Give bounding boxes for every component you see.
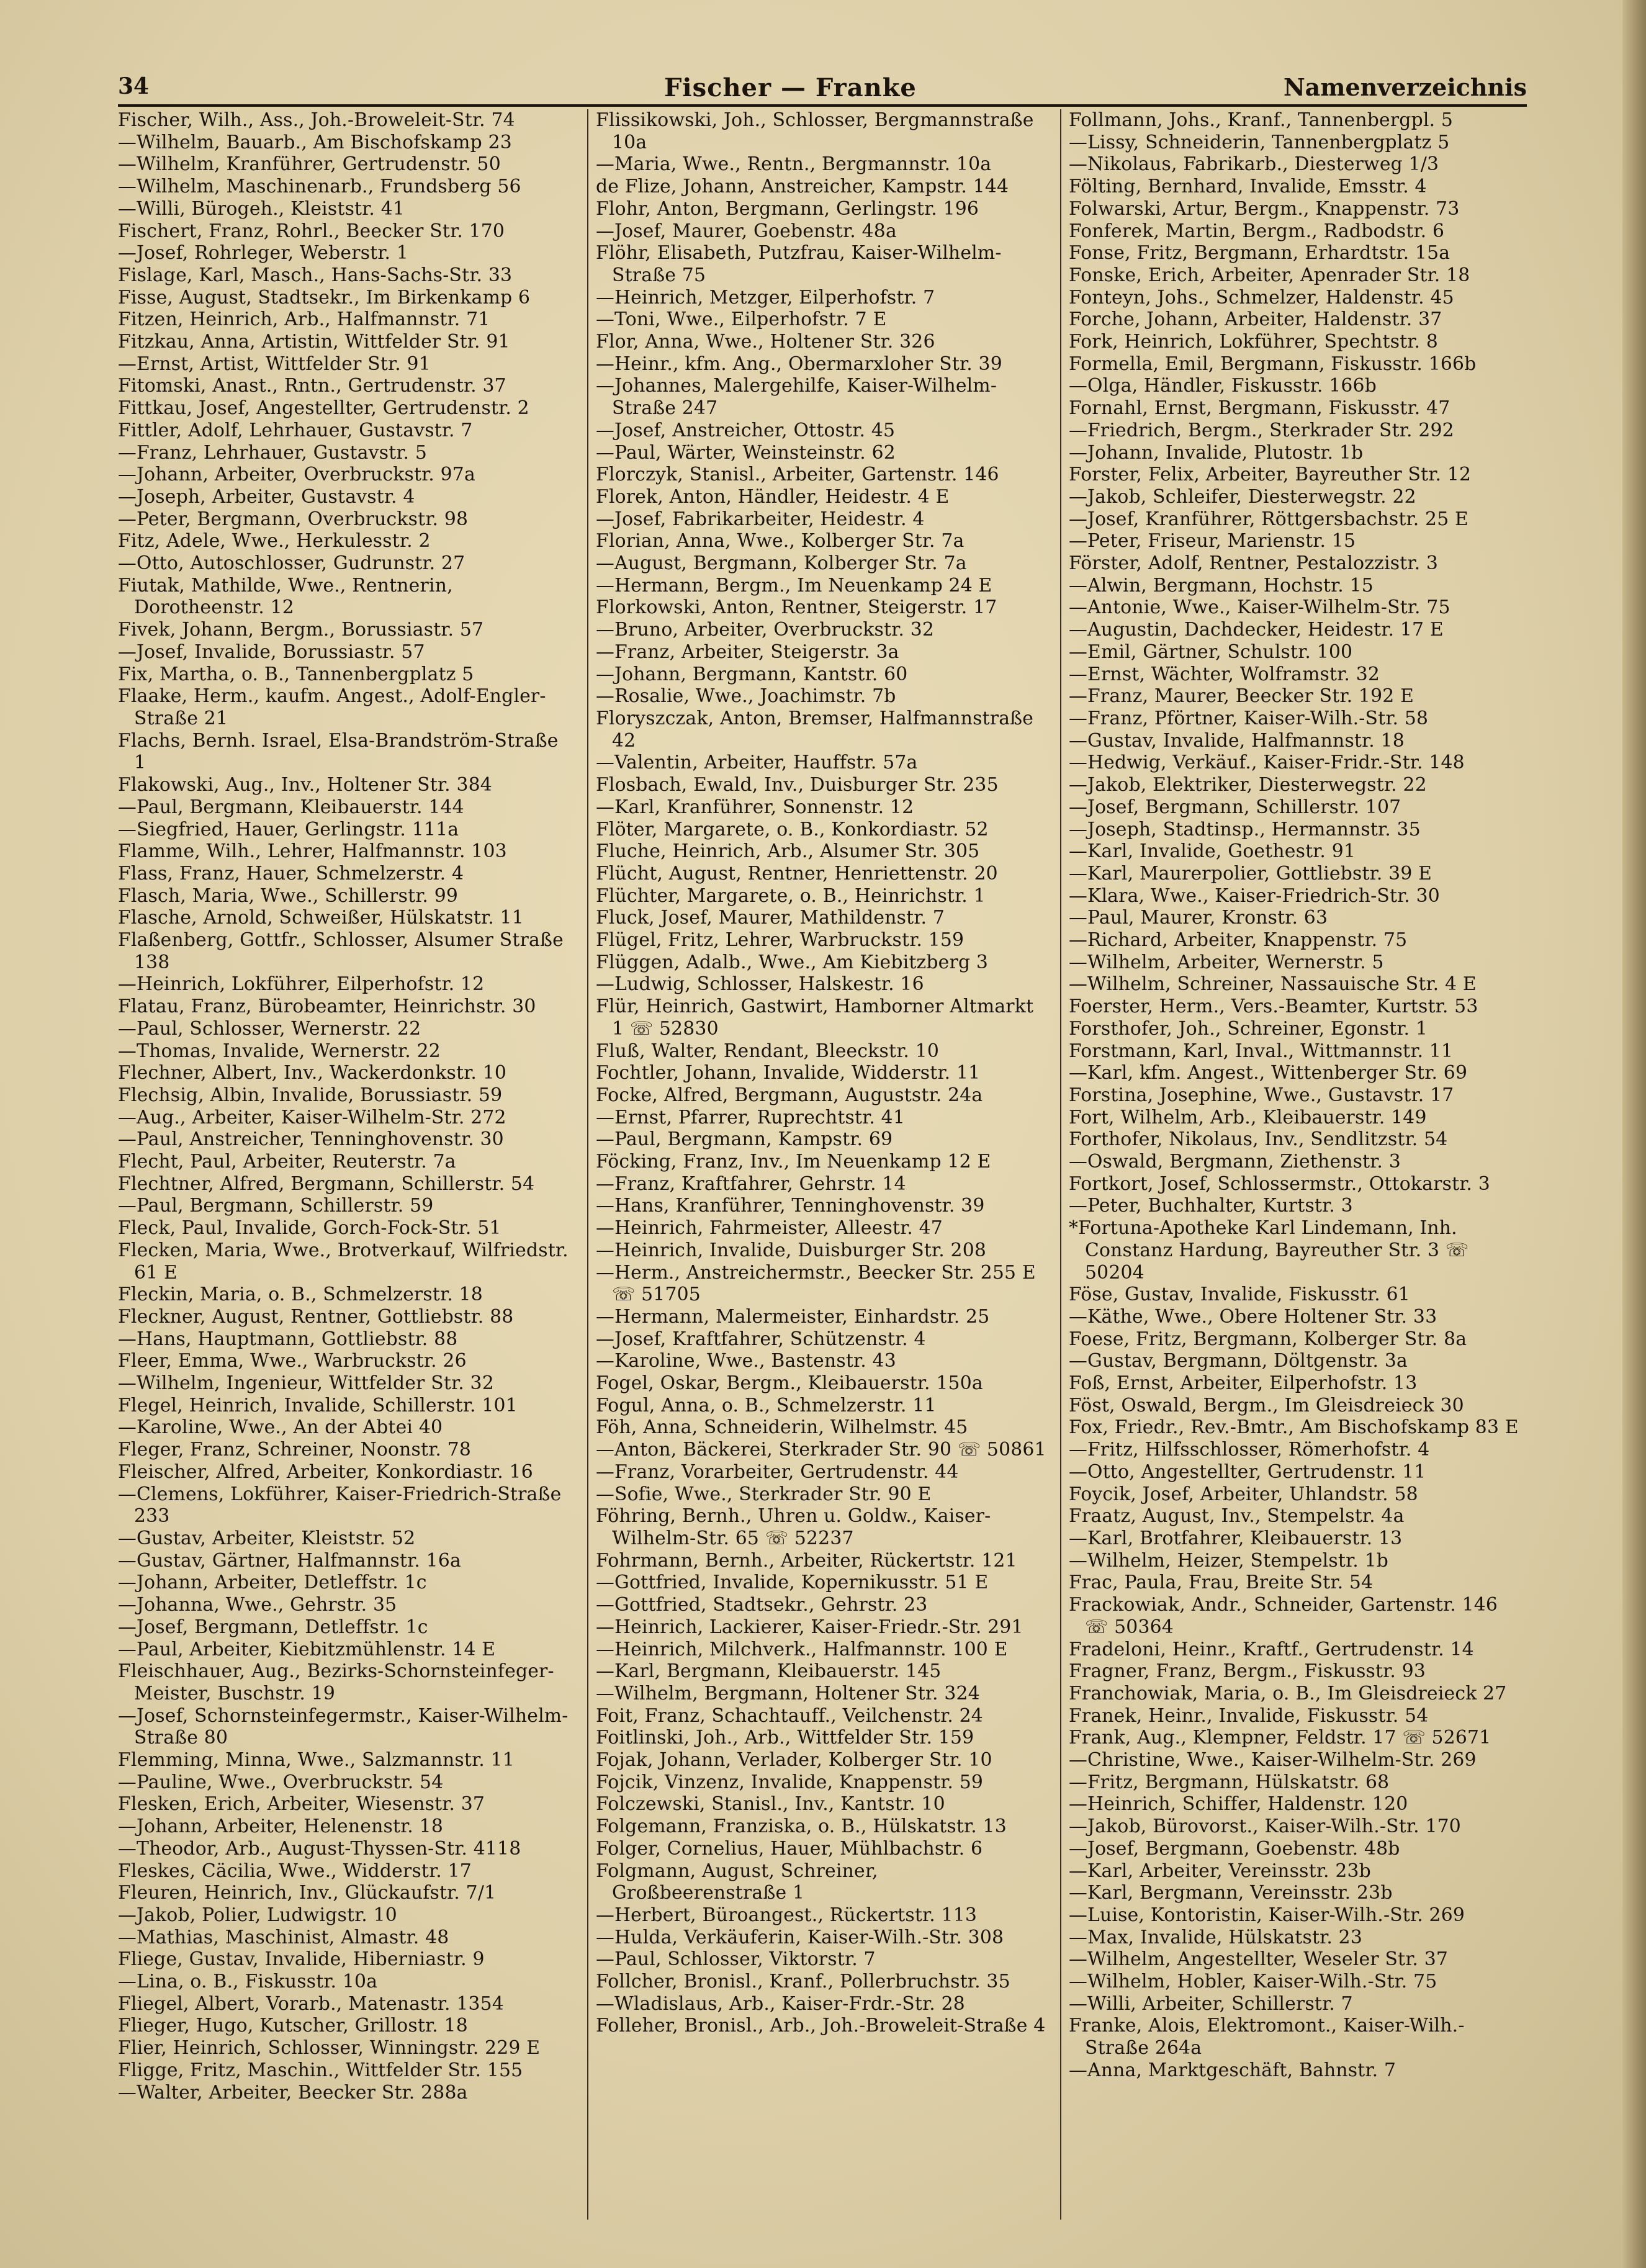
directory-entry: —Karl, Bergmann, Vereinsstr. 23b <box>1069 1882 1393 1904</box>
directory-entry: Föh, Anna, Schneiderin, Wilhelmstr. 45 <box>596 1416 968 1439</box>
directory-entry: Flecht, Paul, Arbeiter, Reuterstr. 7a <box>118 1151 456 1173</box>
directory-entry: —Ernst, Artist, Wittfelder Str. 91 <box>118 353 431 375</box>
directory-entry: —Max, Invalide, Hülskatstr. 23 <box>1069 1926 1362 1948</box>
directory-entry: Flür, Heinrich, Gastwirt, Hamborner Altmarkt 1 ☏ 52830 <box>596 996 1034 1040</box>
directory-entry: —Johann, Bergmann, Kantstr. 60 <box>596 663 908 685</box>
directory-entry: —Luise, Kontoristin, Kaiser-Wilh.-Str. 269 <box>1069 1904 1465 1926</box>
directory-entry: Fleischer, Alfred, Arbeiter, Konkordiastr. 16 <box>118 1460 533 1483</box>
directory-entry: —Franz, Kraftfahrer, Gehrstr. 14 <box>596 1172 906 1195</box>
directory-entry: Fortkort, Josef, Schlossermstr., Ottokarstr. 3 <box>1069 1172 1490 1195</box>
directory-entry: —Sofie, Wwe., Sterkrader Str. 90 E <box>596 1483 932 1505</box>
directory-entry: —Bruno, Arbeiter, Overbruckstr. 32 <box>596 619 935 641</box>
directory-entry: —Wilhelm, Maschinenarb., Frundsberg 56 <box>118 176 521 198</box>
directory-column-2 <box>596 109 1048 2244</box>
directory-entry: Fragner, Franz, Bergm., Fiskusstr. 93 <box>1069 1660 1426 1683</box>
directory-entry: Folgemann, Franziska, o. B., Hülskatstr. 13 <box>596 1816 1007 1838</box>
directory-entry: —Wilhelm, Schreiner, Nassauische Str. 4 E <box>1069 973 1477 996</box>
directory-entry: —Siegfried, Hauer, Gerlingstr. 111a <box>118 818 459 840</box>
directory-entry: Foit, Franz, Schachtauff., Veilchenstr. 24 <box>596 1704 983 1727</box>
directory-entry: Flüchter, Margarete, o. B., Heinrichstr. 1 <box>596 884 986 907</box>
directory-entry: —Jakob, Bürovorst., Kaiser-Wilh.-Str. 170 <box>1069 1816 1461 1838</box>
directory-entry: —Joseph, Stadtinsp., Hermannstr. 35 <box>1069 818 1421 840</box>
directory-entry: —Lissy, Schneiderin, Tannenbergplatz 5 <box>1069 131 1450 153</box>
directory-entry: Foitlinski, Joh., Arb., Wittfelder Str. 159 <box>596 1727 974 1749</box>
directory-entry: —Heinrich, Lokführer, Eilperhofstr. 12 <box>118 973 485 996</box>
directory-entry: —Gottfried, Invalide, Kopernikusstr. 51 E <box>596 1572 989 1594</box>
directory-entry: —Gustav, Arbeiter, Kleiststr. 52 <box>118 1528 416 1549</box>
directory-entry: Fradeloni, Heinr., Kraftf., Gertrudenstr. 14 <box>1069 1638 1474 1660</box>
directory-entry: —Wilhelm, Angestellter, Weseler Str. 37 <box>1069 1948 1449 1971</box>
directory-entry: —Karl, Maurerpolier, Gottliebstr. 39 E <box>1069 862 1432 884</box>
directory-entry: —Alwin, Bergmann, Hochstr. 15 <box>1069 574 1374 596</box>
directory-entry: —Mathias, Maschinist, Almastr. 48 <box>118 1926 449 1948</box>
directory-entry: —Willi, Arbeiter, Schillerstr. 7 <box>1069 1992 1353 2015</box>
directory-entry: Flaßenberg, Gottfr., Schlosser, Alsumer Straße 138 <box>118 929 564 973</box>
directory-entry: —Josef, Anstreicher, Ottostr. 45 <box>596 419 896 441</box>
directory-entry: Flöhr, Elisabeth, Putzfrau, Kaiser-Wilhelm-Straße 75 <box>596 242 1002 286</box>
directory-entry: Flechner, Albert, Inv., Wackerdonkstr. 10 <box>118 1062 507 1084</box>
directory-entry: —Toni, Wwe., Eilperhofstr. 7 E <box>596 308 887 331</box>
directory-entry: Folleher, Bronisl., Arb., Joh.-Broweleit-Straße 4 <box>596 2015 1046 2037</box>
directory-entry: Fitzen, Heinrich, Arb., Halfmannstr. 71 <box>118 308 490 331</box>
directory-entry: Follmann, Johs., Kranf., Tannenbergpl. 5 <box>1069 109 1454 131</box>
directory-entry: —Emil, Gärtner, Schulstr. 100 <box>1069 641 1353 663</box>
directory-entry: Forche, Johann, Arbeiter, Haldenstr. 37 <box>1069 308 1442 331</box>
directory-entry: —Nikolaus, Fabrikarb., Diesterweg 1/3 <box>1069 153 1439 176</box>
directory-entry: —Gottfried, Stadtsekr., Gehrstr. 23 <box>596 1594 928 1616</box>
directory-entry: —Josef, Invalide, Borussiastr. 57 <box>118 641 425 663</box>
directory-entry: —Karl, Bergmann, Kleibauerstr. 145 <box>596 1660 942 1683</box>
directory-entry: Fischert, Franz, Rohrl., Beecker Str. 170 <box>118 220 505 242</box>
directory-entry: —Wilhelm, Bergmann, Holtener Str. 324 <box>596 1682 980 1704</box>
directory-entry: —Oswald, Bergmann, Ziethenstr. 3 <box>1069 1151 1401 1173</box>
directory-entry: —Johanna, Wwe., Gehrstr. 35 <box>118 1594 397 1616</box>
directory-entry: Forstmann, Karl, Inval., Wittmannstr. 11 <box>1069 1040 1454 1062</box>
directory-entry: —Hedwig, Verkäuf., Kaiser-Fridr.-Str. 148 <box>1069 752 1465 774</box>
directory-entry: —Johann, Arbeiter, Helenenstr. 18 <box>118 1816 443 1838</box>
directory-entry: —Olga, Händler, Fiskusstr. 166b <box>1069 375 1377 397</box>
directory-entry: Flachs, Bernh. Israel, Elsa-Brandström-Straße 1 <box>118 729 559 774</box>
directory-entry: Fleger, Franz, Schreiner, Noonstr. 78 <box>118 1439 472 1461</box>
column-divider <box>587 109 588 2220</box>
directory-entry: Fivek, Johann, Bergm., Borussiastr. 57 <box>118 619 484 641</box>
directory-entry: —Willi, Bürogeh., Kleiststr. 41 <box>118 197 405 220</box>
directory-entry: Fonse, Fritz, Bergmann, Erhardtstr. 15a <box>1069 242 1450 264</box>
directory-entry: Fogul, Anna, o. B., Schmelzerstr. 11 <box>596 1394 937 1416</box>
directory-entry: —Karl, Brotfahrer, Kleibauerstr. 13 <box>1069 1528 1403 1549</box>
directory-entry: —Wladislaus, Arb., Kaiser-Frdr.-Str. 28 <box>596 1992 965 2015</box>
directory-entry: —Heinrich, Metzger, Eilperhofstr. 7 <box>596 286 935 308</box>
directory-entry: Foß, Ernst, Arbeiter, Eilperhofstr. 13 <box>1069 1372 1418 1395</box>
directory-entry: —Karoline, Wwe., Bastenstr. 43 <box>596 1350 896 1372</box>
directory-entry: Flatau, Franz, Bürobeamter, Heinrichstr. 30 <box>118 996 536 1018</box>
directory-entry: —Johann, Arbeiter, Overbruckstr. 97a <box>118 464 475 486</box>
directory-entry: —Josef, Rohrleger, Weberstr. 1 <box>118 242 409 264</box>
directory-entry: Fliege, Gustav, Invalide, Hiberniastr. 9 <box>118 1948 485 1971</box>
directory-entry: —Heinrich, Milchverk., Halfmannstr. 100 E <box>596 1638 1008 1660</box>
section-title: Namenverzeichnis <box>1283 73 1527 101</box>
directory-entry: Frackowiak, Andr., Schneider, Gartenstr. 146 ☏ 50364 <box>1069 1594 1498 1638</box>
directory-entry: Foerster, Herm., Vers.-Beamter, Kurtstr. 53 <box>1069 996 1478 1018</box>
directory-entry: —Fritz, Hilfsschlosser, Römerhofstr. 4 <box>1069 1439 1430 1461</box>
header-rule <box>118 104 1527 107</box>
directory-entry: —Maria, Wwe., Rentn., Bergmannstr. 10a <box>596 153 992 176</box>
directory-entry: —Franz, Arbeiter, Steigerstr. 3a <box>596 641 899 663</box>
directory-entry: Fleer, Emma, Wwe., Warbruckstr. 26 <box>118 1350 467 1372</box>
directory-entry: Folgmann, August, Schreiner, Großbeerenstraße 1 <box>596 1860 878 1904</box>
directory-entry: —Walter, Arbeiter, Beecker Str. 288a <box>118 2081 468 2104</box>
directory-entry: Fölting, Bernhard, Invalide, Emsstr. 4 <box>1069 176 1427 198</box>
directory-entry: Forthofer, Nikolaus, Inv., Sendlitzstr. 54 <box>1069 1128 1448 1151</box>
directory-entry: Flüggen, Adalb., Wwe., Am Kiebitzberg 3 <box>596 951 989 973</box>
directory-entry: —Paul, Bergmann, Kampstr. 69 <box>596 1128 893 1151</box>
directory-entry: —Antonie, Wwe., Kaiser-Wilhelm-Str. 75 <box>1069 596 1450 619</box>
directory-entry: —Otto, Angestellter, Gertrudenstr. 11 <box>1069 1460 1426 1483</box>
directory-entry: —Herm., Anstreichermstr., Beecker Str. 255 E ☏ 51705 <box>596 1261 1036 1306</box>
directory-entry: Föse, Gustav, Invalide, Fiskusstr. 61 <box>1069 1284 1410 1306</box>
directory-entry: Fisse, August, Stadtsekr., Im Birkenkamp 6 <box>118 286 531 308</box>
directory-entry: —Josef, Bergmann, Goebenstr. 48b <box>1069 1837 1400 1860</box>
directory-entry: Foycik, Josef, Arbeiter, Uhlandstr. 58 <box>1069 1483 1418 1505</box>
directory-entry: —Friedrich, Bergm., Sterkrader Str. 292 <box>1069 419 1454 441</box>
directory-entry: Fogel, Oskar, Bergm., Kleibauerstr. 150a <box>596 1372 983 1395</box>
directory-entry: Flücht, August, Rentner, Henriettenstr. 20 <box>596 862 998 884</box>
directory-entry: Fix, Martha, o. B., Tannenbergplatz 5 <box>118 663 474 685</box>
directory-entry: Formella, Emil, Bergmann, Fiskusstr. 166b <box>1069 353 1477 375</box>
directory-entry: —Jakob, Polier, Ludwigstr. 10 <box>118 1904 397 1926</box>
directory-entry: —Herbert, Büroangest., Rückertstr. 113 <box>596 1904 978 1926</box>
directory-entry: Fork, Heinrich, Lokführer, Spechtstr. 8 <box>1069 331 1439 353</box>
directory-entry: —Karoline, Wwe., An der Abtei 40 <box>118 1416 443 1439</box>
directory-entry: Fleckner, August, Rentner, Gottliebstr. 88 <box>118 1305 514 1328</box>
directory-entry: —Jakob, Schleifer, Diesterwegstr. 22 <box>1069 485 1416 508</box>
directory-entry: —Augustin, Dachdecker, Heidestr. 17 E <box>1069 619 1444 641</box>
directory-entry: —Karl, kfm. Angest., Wittenberger Str. 69 <box>1069 1062 1468 1084</box>
directory-entry: Fochtler, Johann, Invalide, Widderstr. 11 <box>596 1062 981 1084</box>
directory-entry: —Paul, Anstreicher, Tenninghovenstr. 30 <box>118 1128 504 1151</box>
directory-entry: —Heinrich, Schiffer, Haldenstr. 120 <box>1069 1793 1408 1816</box>
directory-entry: —Aug., Arbeiter, Kaiser-Wilhelm-Str. 272 <box>118 1106 506 1128</box>
directory-entry: Fitomski, Anast., Rntn., Gertrudenstr. 37 <box>118 375 506 397</box>
directory-entry: Folczewski, Stanisl., Inv., Kantstr. 10 <box>596 1793 945 1816</box>
directory-entry: —Richard, Arbeiter, Knappenstr. 75 <box>1069 929 1408 952</box>
directory-entry: —Johannes, Malergehilfe, Kaiser-Wilhelm-Straße 247 <box>596 375 997 420</box>
directory-entry: Flamme, Wilh., Lehrer, Halfmannstr. 103 <box>118 840 507 863</box>
directory-entry: —Heinrich, Invalide, Duisburger Str. 208 <box>596 1239 987 1261</box>
directory-entry: Fojcik, Vinzenz, Invalide, Knappenstr. 59 <box>596 1771 984 1793</box>
directory-entry: *Fortuna-Apotheke Karl Lindemann, Inh. Constanz Hardung, Bayreuther Str. 3 ☏ 50204 <box>1069 1217 1469 1284</box>
directory-entry: Folwarski, Artur, Bergm., Knappenstr. 73 <box>1069 197 1460 220</box>
directory-entry: —Pauline, Wwe., Overbruckstr. 54 <box>118 1771 444 1793</box>
directory-entry: Fislage, Karl, Masch., Hans-Sachs-Str. 33 <box>118 264 513 286</box>
directory-entry: Fornahl, Ernst, Bergmann, Fiskusstr. 47 <box>1069 397 1450 420</box>
directory-entry: —Hermann, Malermeister, Einhardstr. 25 <box>596 1305 990 1328</box>
page-edge <box>1622 0 1646 2268</box>
directory-entry: —August, Bergmann, Kolberger Str. 7a <box>596 552 967 575</box>
directory-entry: Fraatz, August, Inv., Stempelstr. 4a <box>1069 1505 1405 1528</box>
directory-entry: Fojak, Johann, Verlader, Kolberger Str. 10 <box>596 1749 992 1771</box>
directory-entry: —Josef, Schornsteinfegermstr., Kaiser-Wilhelm-Straße 80 <box>118 1704 569 1749</box>
directory-entry: —Gustav, Bergmann, Döltgenstr. 3a <box>1069 1350 1408 1372</box>
directory-entry: —Wilhelm, Bauarb., Am Bischofskamp 23 <box>118 131 512 153</box>
directory-entry: Franke, Alois, Elektromont., Kaiser-Wilh.-Straße 264a <box>1069 2015 1465 2059</box>
directory-entry: —Gustav, Gärtner, Halfmannstr. 16a <box>118 1549 461 1572</box>
directory-entry: Föst, Oswald, Bergm., Im Gleisdreieck 30 <box>1069 1394 1464 1416</box>
directory-entry: Fleskes, Cäcilia, Wwe., Widderstr. 17 <box>118 1860 472 1882</box>
directory-entry: Fitzkau, Anna, Artistin, Wittfelder Str. 91 <box>118 331 510 353</box>
directory-entry: —Paul, Maurer, Kronstr. 63 <box>1069 907 1328 929</box>
directory-entry: —Ernst, Wächter, Wolframstr. 32 <box>1069 663 1380 685</box>
directory-entry: Fligge, Fritz, Maschin., Wittfelder Str. 155 <box>118 2059 523 2081</box>
directory-entry: Flöter, Margarete, o. B., Konkordiastr. 52 <box>596 818 989 840</box>
directory-entry: —Lina, o. B., Fiskusstr. 10a <box>118 1971 378 1993</box>
directory-entry: Flemming, Minna, Wwe., Salzmannstr. 11 <box>118 1749 515 1771</box>
directory-entry: Förster, Adolf, Rentner, Pestalozzistr. 3 <box>1069 552 1439 575</box>
directory-column-1 <box>118 109 570 2244</box>
directory-entry: —Peter, Friseur, Marienstr. 15 <box>1069 530 1356 552</box>
directory-entry: Fleckin, Maria, o. B., Schmelzerstr. 18 <box>118 1284 483 1306</box>
directory-entry: Florkowski, Anton, Rentner, Steigerstr. 17 <box>596 596 997 619</box>
directory-entry: Flecken, Maria, Wwe., Brotverkauf, Wilfriedstr. 61 E <box>118 1239 569 1284</box>
directory-entry: —Karl, Kranführer, Sonnenstr. 12 <box>596 796 914 818</box>
directory-entry: —Thomas, Invalide, Wernerstr. 22 <box>118 1040 441 1062</box>
page-number: 34 <box>118 73 150 99</box>
directory-column-3 <box>1069 109 1527 2244</box>
directory-entry: Flor, Anna, Wwe., Holtener Str. 326 <box>596 331 935 353</box>
directory-entry: Florek, Anton, Händler, Heidestr. 4 E <box>596 485 950 508</box>
directory-entry: Flier, Heinrich, Schlosser, Winningstr. 229 E <box>118 2037 541 2059</box>
directory-entry: —Josef, Kraftfahrer, Schützenstr. 4 <box>596 1328 926 1350</box>
directory-entry: Fluß, Walter, Rendant, Bleeckstr. 10 <box>596 1040 940 1062</box>
directory-entry: Fischer, Wilh., Ass., Joh.-Broweleit-Str. 74 <box>118 109 515 131</box>
directory-entry: Fonteyn, Johs., Schmelzer, Haldenstr. 45 <box>1069 286 1454 308</box>
directory-entry: Focke, Alfred, Bergmann, Auguststr. 24a <box>596 1084 983 1106</box>
directory-entry: —Johann, Arbeiter, Detleffstr. 1c <box>118 1572 427 1594</box>
directory-entry: Flasch, Maria, Wwe., Schillerstr. 99 <box>118 884 459 907</box>
directory-entry: —Josef, Bergmann, Schillerstr. 107 <box>1069 796 1401 818</box>
directory-entry: —Josef, Fabrikarbeiter, Heidestr. 4 <box>596 508 925 530</box>
directory-entry: Flechsig, Albin, Invalide, Borussiastr. 59 <box>118 1084 503 1106</box>
directory-entry: —Wilhelm, Hobler, Kaiser-Wilh.-Str. 75 <box>1069 1971 1437 1993</box>
directory-entry: —Wilhelm, Heizer, Stempelstr. 1b <box>1069 1549 1389 1572</box>
directory-entry: Flügel, Fritz, Lehrer, Warbruckstr. 159 <box>596 929 965 952</box>
column-divider <box>1060 109 1061 2220</box>
directory-entry: —Christine, Wwe., Kaiser-Wilhelm-Str. 269 <box>1069 1749 1477 1771</box>
directory-entry: Flissikowski, Joh., Schlosser, Bergmannstraße 10a <box>596 109 1034 153</box>
directory-entry: —Joseph, Arbeiter, Gustavstr. 4 <box>118 485 415 508</box>
directory-entry: —Hans, Kranführer, Tenninghovenstr. 39 <box>596 1195 985 1217</box>
directory-entry: Flesken, Erich, Arbeiter, Wiesenstr. 37 <box>118 1793 485 1816</box>
directory-entry: Fliegel, Albert, Vorarb., Matenastr. 1354 <box>118 1992 504 2015</box>
directory-entry: —Karl, Arbeiter, Vereinsstr. 23b <box>1069 1860 1371 1882</box>
directory-entry: Fluche, Heinrich, Arb., Alsumer Str. 305 <box>596 840 980 863</box>
directory-entry: Fleischhauer, Aug., Bezirks-Schornsteinfeger-Meister, Buschstr. 19 <box>118 1660 554 1704</box>
directory-entry: Follcher, Bronisl., Kranf., Pollerbruchstr. 35 <box>596 1971 1010 1993</box>
directory-entry: —Anna, Marktgeschäft, Bahnstr. 7 <box>1069 2059 1396 2081</box>
directory-entry: —Ernst, Pfarrer, Ruprechtstr. 41 <box>596 1106 905 1128</box>
directory-entry: Folger, Cornelius, Hauer, Mühlbachstr. 6 <box>596 1837 983 1860</box>
directory-entry: —Hulda, Verkäuferin, Kaiser-Wilh.-Str. 308 <box>596 1926 1004 1948</box>
directory-entry: Flechtner, Alfred, Bergmann, Schillerstr. 54 <box>118 1172 535 1195</box>
directory-entry: —Ludwig, Schlosser, Halskestr. 16 <box>596 973 924 996</box>
running-title: Fischer — Franke <box>664 73 917 102</box>
directory-entry: Franchowiak, Maria, o. B., Im Gleisdreieck 27 <box>1069 1682 1507 1704</box>
directory-entry: —Klara, Wwe., Kaiser-Friedrich-Str. 30 <box>1069 884 1440 907</box>
directory-entry: Flosbach, Ewald, Inv., Duisburger Str. 235 <box>596 774 999 796</box>
directory-entry: —Hermann, Bergm., Im Neuenkamp 24 E <box>596 574 992 596</box>
directory-entry: —Franz, Maurer, Beecker Str. 192 E <box>1069 685 1414 708</box>
directory-entry: Foese, Fritz, Bergmann, Kolberger Str. 8a <box>1069 1328 1467 1350</box>
directory-entry: Föcking, Franz, Inv., Im Neuenkamp 12 E <box>596 1151 991 1173</box>
directory-entry: Flasche, Arnold, Schweißer, Hülskatstr. 11 <box>118 907 524 929</box>
directory-entry: —Franz, Pförtner, Kaiser-Wilh.-Str. 58 <box>1069 707 1429 729</box>
directory-entry: —Heinrich, Fahrmeister, Alleestr. 47 <box>596 1217 943 1240</box>
directory-entry: Flegel, Heinrich, Invalide, Schillerstr. 101 <box>118 1394 518 1416</box>
directory-entry: Fox, Friedr., Rev.-Bmtr., Am Bischofskamp 83 E <box>1069 1416 1519 1439</box>
directory-entry: —Peter, Bergmann, Overbruckstr. 98 <box>118 508 469 530</box>
directory-entry: de Flize, Johann, Anstreicher, Kampstr. 144 <box>596 176 1009 198</box>
directory-entry: Fittler, Adolf, Lehrhauer, Gustavstr. 7 <box>118 419 473 441</box>
directory-entry: —Johann, Invalide, Plutostr. 1b <box>1069 441 1364 464</box>
directory-entry: —Franz, Lehrhauer, Gustavstr. 5 <box>118 441 428 464</box>
directory-entry: Floryszczak, Anton, Bremser, Halfmannstraße 42 <box>596 707 1034 752</box>
directory-entry: —Clemens, Lokführer, Kaiser-Friedrich-Straße 233 <box>118 1483 562 1528</box>
directory-entry: Fittkau, Josef, Angestellter, Gertrudenstr. 2 <box>118 397 529 420</box>
directory-entry: Flaake, Herm., kaufm. Angest., Adolf-Engler-Straße 21 <box>118 685 546 729</box>
directory-entry: —Paul, Bergmann, Kleibauerstr. 144 <box>118 796 464 818</box>
directory-entry: Florczyk, Stanisl., Arbeiter, Gartenstr. 146 <box>596 464 999 486</box>
directory-entry: —Anton, Bäckerei, Sterkrader Str. 90 ☏ 50861 <box>596 1439 1046 1461</box>
directory-entry: —Josef, Maurer, Goebenstr. 48a <box>596 220 897 242</box>
directory-entry: —Otto, Autoschlosser, Gudrunstr. 27 <box>118 552 465 575</box>
directory-entry: Frac, Paula, Frau, Breite Str. 54 <box>1069 1572 1374 1594</box>
directory-entry: —Heinr., kfm. Ang., Obermarxloher Str. 39 <box>596 353 1002 375</box>
directory-entry: Flieger, Hugo, Kutscher, Grillostr. 18 <box>118 2015 468 2037</box>
directory-entry: —Rosalie, Wwe., Joachimstr. 7b <box>596 685 896 708</box>
directory-entry: Forstina, Josephine, Wwe., Gustavstr. 17 <box>1069 1084 1454 1106</box>
directory-entry: Flass, Franz, Hauer, Schmelzerstr. 4 <box>118 862 464 884</box>
directory-entry: —Paul, Bergmann, Schillerstr. 59 <box>118 1195 434 1217</box>
directory-entry: —Wilhelm, Arbeiter, Wernerstr. 5 <box>1069 951 1384 973</box>
directory-entry: —Paul, Wärter, Weinsteinstr. 62 <box>596 441 896 464</box>
directory-entry: Flohr, Anton, Bergmann, Gerlingstr. 196 <box>596 197 979 220</box>
directory-entry: —Fritz, Bergmann, Hülskatstr. 68 <box>1069 1771 1390 1793</box>
directory-entry: —Josef, Bergmann, Detleffstr. 1c <box>118 1616 428 1638</box>
directory-entry: Franek, Heinr., Invalide, Fiskusstr. 54 <box>1069 1704 1429 1727</box>
directory-entry: —Karl, Invalide, Goethestr. 91 <box>1069 840 1356 863</box>
directory-entry: —Paul, Arbeiter, Kiebitzmühlenstr. 14 E <box>118 1638 496 1660</box>
directory-entry: Flakowski, Aug., Inv., Holtener Str. 384 <box>118 774 492 796</box>
directory-entry: Fonferek, Martin, Bergm., Radbodstr. 6 <box>1069 220 1445 242</box>
directory-entry: —Wilhelm, Kranführer, Gertrudenstr. 50 <box>118 153 501 176</box>
directory-entry: Frank, Aug., Klempner, Feldstr. 17 ☏ 52671 <box>1069 1727 1491 1749</box>
directory-entry: —Paul, Schlosser, Wernerstr. 22 <box>118 1017 421 1040</box>
directory-entry: —Valentin, Arbeiter, Hauffstr. 57a <box>596 752 918 774</box>
directory-entry: —Peter, Buchhalter, Kurtstr. 3 <box>1069 1195 1353 1217</box>
directory-entry: —Wilhelm, Ingenieur, Wittfelder Str. 32 <box>118 1372 494 1395</box>
directory-entry: —Gustav, Invalide, Halfmannstr. 18 <box>1069 729 1405 752</box>
directory-entry: Fluck, Josef, Maurer, Mathildenstr. 7 <box>596 907 945 929</box>
directory-entry: —Hans, Hauptmann, Gottliebstr. 88 <box>118 1328 458 1350</box>
directory-entry: —Käthe, Wwe., Obere Holtener Str. 33 <box>1069 1305 1437 1328</box>
directory-entry: Forsthofer, Joh., Schreiner, Egonstr. 1 <box>1069 1017 1428 1040</box>
directory-entry: Fohrmann, Bernh., Arbeiter, Rückertstr. 121 <box>596 1549 1017 1572</box>
directory-entry: Fort, Wilhelm, Arb., Kleibauerstr. 149 <box>1069 1106 1427 1128</box>
directory-entry: Fitz, Adele, Wwe., Herkulesstr. 2 <box>118 530 431 552</box>
directory-entry: —Jakob, Elektriker, Diesterwegstr. 22 <box>1069 774 1427 796</box>
directory-entry: —Paul, Schlosser, Viktorstr. 7 <box>596 1948 876 1971</box>
directory-entry: Fiutak, Mathilde, Wwe., Rentnerin, Dorotheenstr. 12 <box>118 574 453 619</box>
directory-entry: —Heinrich, Lackierer, Kaiser-Friedr.-Str. 291 <box>596 1616 1023 1638</box>
directory-entry: —Josef, Kranführer, Röttgersbachstr. 25 E <box>1069 508 1468 530</box>
directory-entry: Fonske, Erich, Arbeiter, Apenrader Str. 18 <box>1069 264 1470 286</box>
directory-entry: Florian, Anna, Wwe., Kolberger Str. 7a <box>596 530 965 552</box>
directory-entry: Fleuren, Heinrich, Inv., Glückaufstr. 7/1 <box>118 1882 497 1904</box>
directory-entry: —Franz, Vorarbeiter, Gertrudenstr. 44 <box>596 1460 959 1483</box>
directory-entry: —Theodor, Arb., August-Thyssen-Str. 4118 <box>118 1837 521 1860</box>
directory-entry: Föhring, Bernh., Uhren u. Goldw., Kaiser-Wilhelm-Str. 65 ☏ 52237 <box>596 1505 991 1549</box>
directory-entry: Fleck, Paul, Invalide, Gorch-Fock-Str. 51 <box>118 1217 501 1240</box>
directory-entry: Forster, Felix, Arbeiter, Bayreuther Str. 12 <box>1069 464 1472 486</box>
